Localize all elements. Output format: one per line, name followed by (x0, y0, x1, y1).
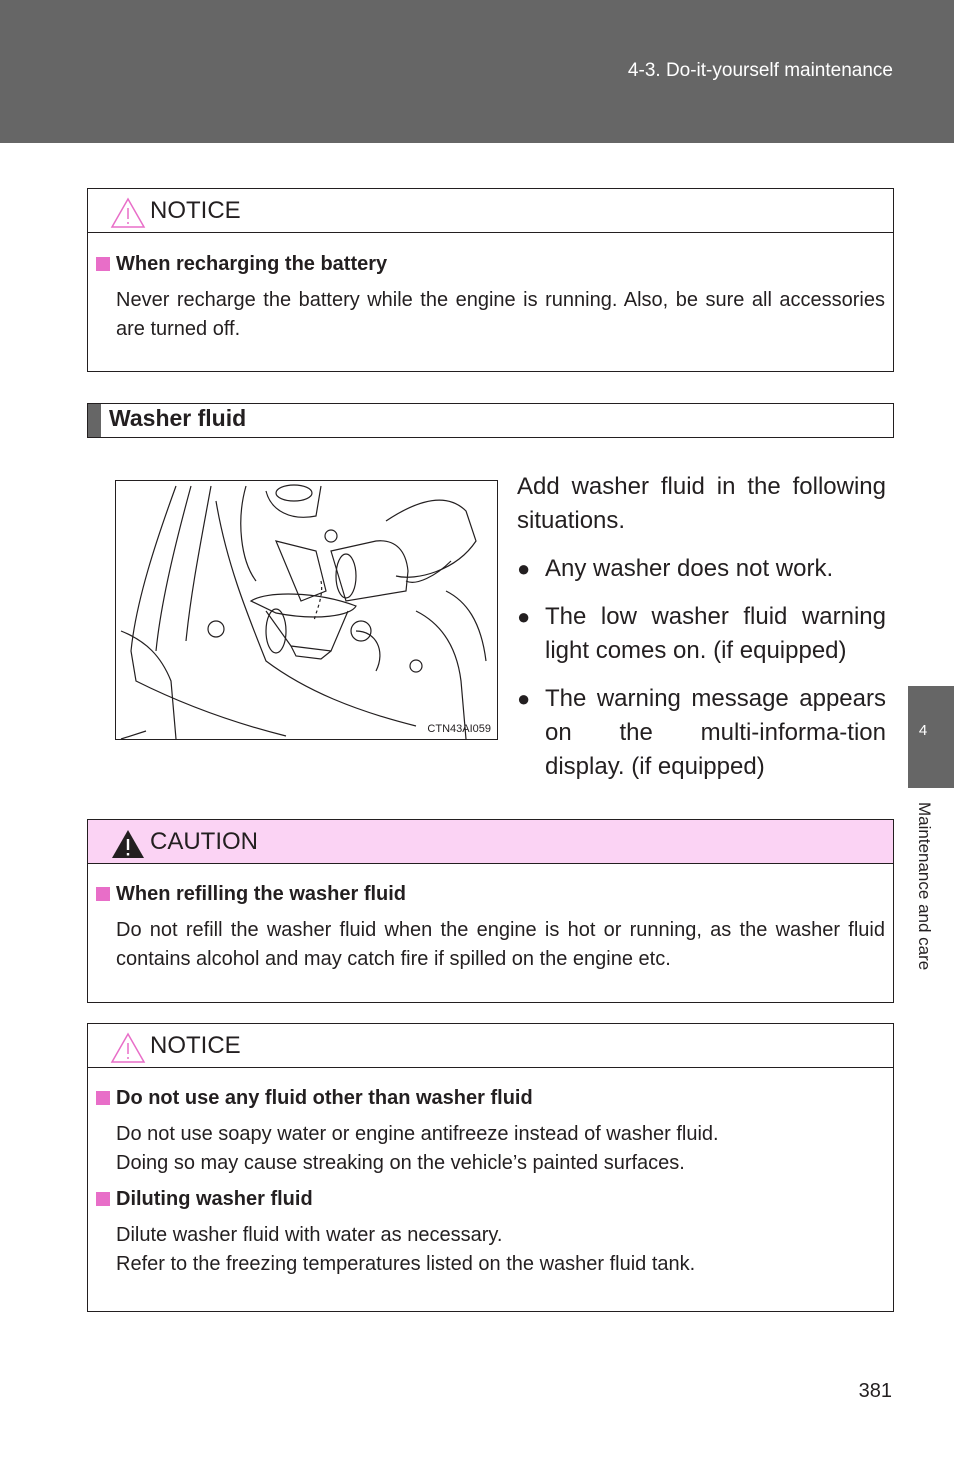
notice-subtitle-text: When recharging the battery (116, 253, 388, 275)
notice-box-battery (87, 188, 894, 372)
bullet-dot-icon: ● (517, 556, 531, 581)
notice-label: NOTICE (150, 1032, 241, 1059)
warning-triangle-outline-icon (110, 1032, 146, 1064)
bullet-text: The warning message appears on the multi-informa-tion display. (if equipped) (545, 685, 886, 780)
notice-header (88, 189, 893, 233)
notice-subtitle (96, 253, 893, 276)
caution-subtitle (96, 883, 893, 906)
notice-box-washer (87, 1023, 894, 1312)
warning-triangle-filled-icon (110, 828, 146, 860)
bullet-item (517, 552, 886, 586)
bullet-text: Any washer does not work. (545, 555, 834, 582)
bullet-item (517, 682, 886, 784)
section-heading (87, 403, 894, 438)
bullet-dot-icon: ● (517, 686, 531, 711)
notice-text-line: Do not use soapy water or engine antifreeze instead of washer fluid. (116, 1123, 719, 1145)
notice-label: NOTICE (150, 197, 241, 224)
chapter-label: Maintenance and care (915, 802, 934, 971)
chapter-tab[interactable] (908, 686, 954, 788)
bullet-text: The low washer fluid warning light comes on. (if equipped) (545, 603, 886, 664)
bullet-dot-icon: ● (517, 604, 531, 629)
notice-text-line: Dilute washer fluid with water as necessary. (116, 1224, 503, 1246)
caution-header (88, 820, 893, 864)
section-marker (88, 404, 101, 437)
caution-subtitle-text: When refilling the washer fluid (116, 883, 407, 905)
square-bullet-icon (96, 1091, 110, 1105)
notice-subtitle-text: Diluting washer fluid (116, 1188, 313, 1210)
notice-subtitle-text: Do not use any fluid other than washer fluid (116, 1087, 533, 1109)
square-bullet-icon (96, 887, 110, 901)
warning-triangle-outline-icon (110, 197, 146, 229)
page-number: 381 (858, 1380, 892, 1402)
notice-text-line: Doing so may cause streaking on the vehicle’s painted surfaces. (116, 1152, 685, 1174)
caution-text: Do not refill the washer fluid when the engine is hot or running, as the washer fluid contains alcohol and may catch fire if spilled on the engine etc. (116, 919, 885, 970)
engine-bay-funnel-illustration (116, 481, 497, 739)
page-header (0, 0, 954, 143)
notice-subtitle (96, 1087, 893, 1110)
notice-text: Never recharge the battery while the engine is running. Also, be sure all accessories are turned off. (116, 289, 885, 340)
notice-header (88, 1024, 893, 1068)
caution-label: CAUTION (150, 828, 258, 855)
notice-text-line: Refer to the freezing temperatures listed on the washer fluid tank. (116, 1253, 696, 1275)
chapter-label-vertical (914, 802, 936, 1022)
square-bullet-icon (96, 257, 110, 271)
intro-text: Add washer fluid in the following situations. (517, 473, 886, 534)
chapter-number: 4 (918, 722, 928, 739)
square-bullet-icon (96, 1192, 110, 1206)
section-breadcrumb: 4-3. Do-it-yourself maintenance (627, 60, 893, 81)
caution-box (87, 819, 894, 1003)
bullet-item (517, 600, 886, 668)
notice-subtitle (96, 1188, 893, 1211)
figure-code: CTN43AI059 (427, 723, 491, 735)
washer-fluid-illustration (115, 480, 498, 740)
washer-fluid-intro (517, 470, 886, 784)
section-title: Washer fluid (109, 405, 247, 431)
